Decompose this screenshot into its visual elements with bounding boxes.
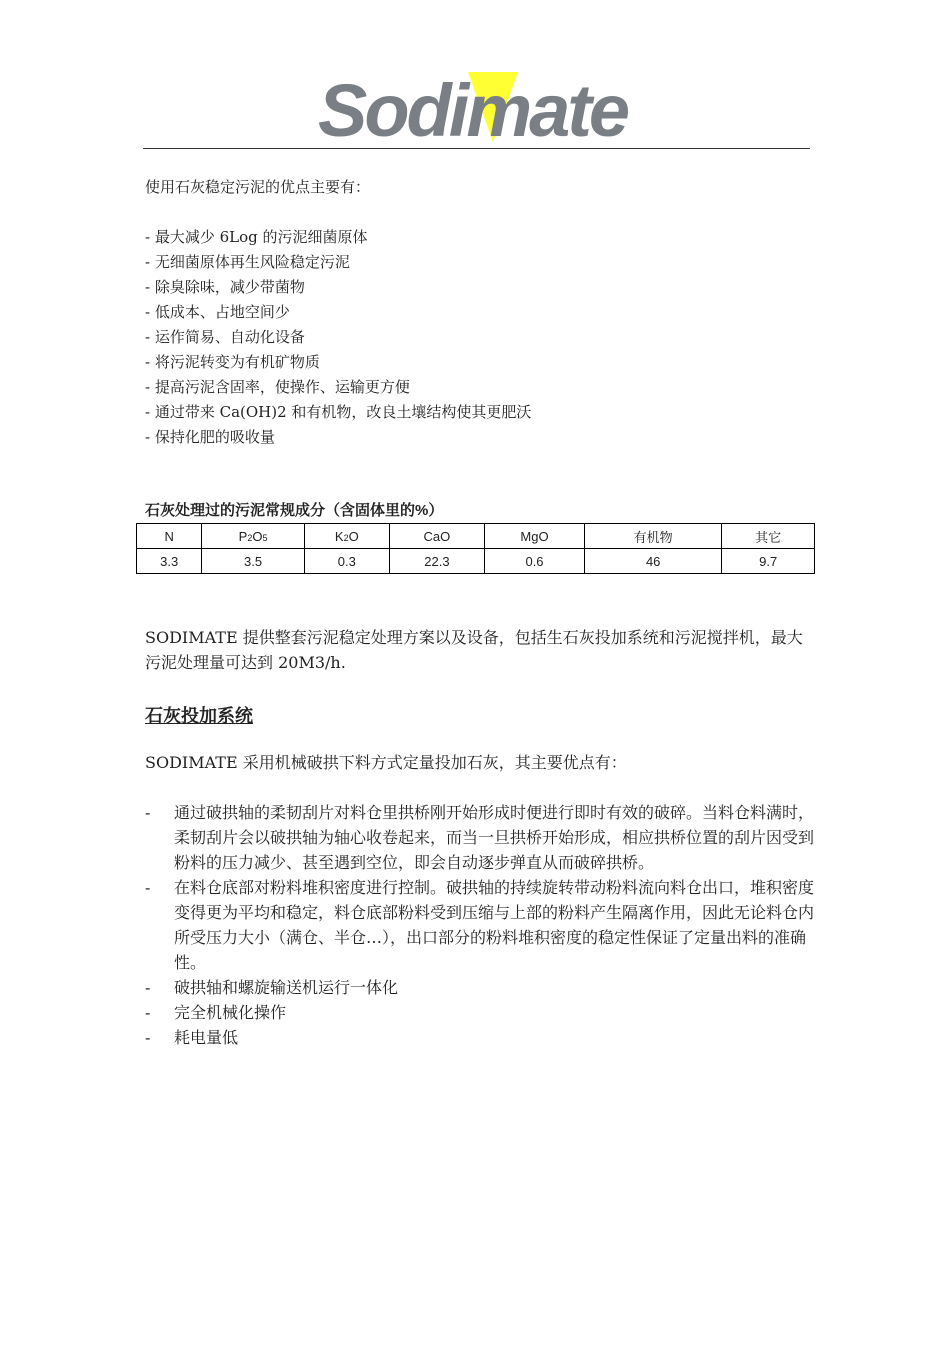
solution-paragraph: SODIMATE 提供整套污泥稳定处理方案以及设备，包括生石灰投加系统和污泥搅拌机，最大污泥处理量可达到 20M3/h. [145,628,803,672]
table-header-cell: 其它 [722,524,815,549]
bullet-dash: - [145,978,151,997]
table-title: 石灰处理过的污泥常规成分（含固体里的%） [145,502,444,519]
section-title: 石灰投加系统 [145,706,253,726]
header-rule [143,148,810,149]
intro-text: 使用石灰稳定污泥的优点主要有： [145,178,371,196]
list-item [145,1025,815,1050]
method-paragraph: SODIMATE 采用机械破拱下料方式定量投加石灰，其主要优点有： [145,753,627,772]
list-item: - 提高污泥含固率，使操作、运输更方便 [145,378,410,396]
table-cell: 3.5 [202,549,304,574]
table-cell: 0.3 [304,549,389,574]
table-header-row [137,524,815,549]
composition-table [136,523,815,574]
bullet-dash: - [145,803,151,822]
feature-list [145,800,815,1050]
list-item-text: 破拱轴和螺旋输送机运行一体化 [174,978,399,997]
list-item [145,975,815,1000]
table-header-cell: P2O5 [202,524,304,549]
list-item: - 将污泥转变为有机矿物质 [145,353,320,371]
list-item [145,875,815,975]
list-item-text: 在料仓底部对粉料堆积密度进行控制。破拱轴的持续旋转带动粉料流向料仓出口，堆积密度变得更为平均和稳定，料仓底部粉料受到压缩与上部的粉料产生隔离作用，因此无论料仓内所受压力大小（满仓、半仓…），出口部分的粉料堆积密度的稳定性保证了定量出料的准确性。 [174,878,815,972]
table-cell: 46 [585,549,722,574]
sodimate-logo [318,70,638,150]
list-item: - 低成本、占地空间少 [145,303,290,321]
bullet-dash: - [145,878,151,897]
list-item: - 最大减少 6Log 的污泥细菌原体 [145,228,368,246]
list-item: - 除臭除味，减少带菌物 [145,278,305,296]
list-item [145,800,815,875]
list-item: - 无细菌原体再生风险稳定污泥 [145,253,350,271]
list-item-text: 完全机械化操作 [174,1003,287,1022]
table-cell: 9.7 [722,549,815,574]
table-header-cell: K2O [304,524,389,549]
list-item: - 运作简易、自动化设备 [145,328,305,346]
bullet-dash: - [145,1028,151,1047]
table-cell: 0.6 [484,549,584,574]
bullet-dash: - [145,1003,151,1022]
list-item-text: 耗电量低 [174,1028,239,1047]
table-header-cell: CaO [389,524,484,549]
table-cell: 3.3 [137,549,202,574]
benefit-list [145,226,531,451]
list-item: - 通过带来 Ca(OH)2 和有机物，改良土壤结构使其更肥沃 [145,403,532,421]
table-cell: 22.3 [389,549,484,574]
table-header-cell: N [137,524,202,549]
logo-text: Sodimate [318,70,628,150]
table-header-cell: MgO [484,524,584,549]
table-row [137,549,815,574]
list-item [145,1000,815,1025]
table-header-cell: 有机物 [585,524,722,549]
list-item-text: 通过破拱轴的柔韧刮片对料仓里拱桥刚开始形成时便进行即时有效的破碎。当料仓料满时，柔韧刮片会以破拱轴为轴心收卷起来，而当一旦拱桥开始形成，相应拱桥位置的刮片因受到粉料的压力减少、甚至遇到空位，即会自动逐步弹直从而破碎拱桥。 [174,803,815,872]
list-item: - 保持化肥的吸收量 [145,428,275,446]
